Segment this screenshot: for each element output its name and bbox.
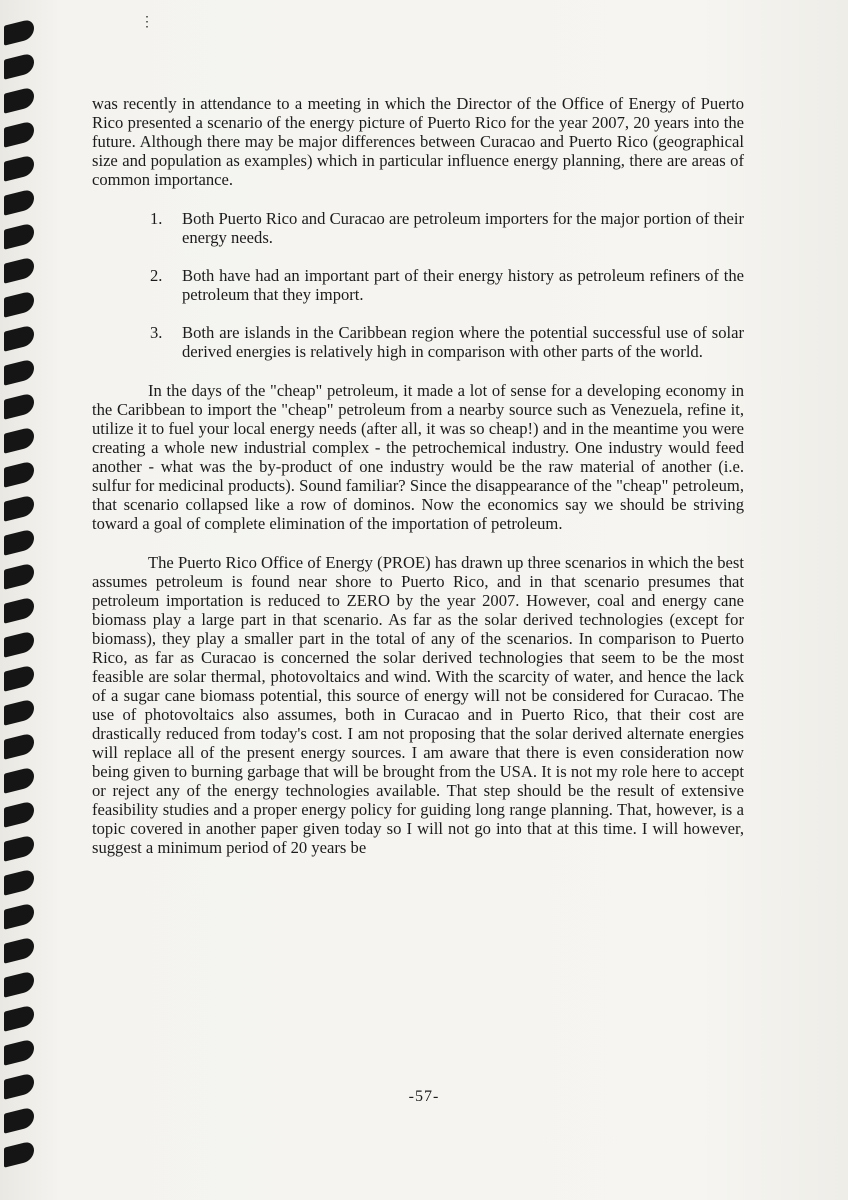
- page-number: -57-: [408, 1088, 440, 1105]
- paragraph-intro: was recently in attendance to a meeting in which the Director of the Office of Energy of Puerto Rico presented a scenario of the energy picture of Puerto Rico for the year 2007, 20 years into the future. Although there may be major differences between Curacao and Puerto Rico (geographical size and population as examples) which in particular influence energy planning, there are areas of common importance.: [92, 94, 744, 189]
- list-item-number: 1.: [150, 209, 163, 228]
- list-item: [92, 323, 744, 361]
- list-item-number: 2.: [150, 266, 163, 285]
- paragraph-proe: The Puerto Rico Office of Energy (PROE) has drawn up three scenarios in which the best assumes petroleum is found near shore to Puerto Rico, and in that scenario presumes that petroleum importation is reduced to ZERO by the year 2007. However, coal and energy cane biomass play a large part in that scenario. As far as the solar derived technologies (except for biomass), they play a smaller part in the total of any of the scenarios. In comparison to Puerto Rico, as far as Curacao is concerned the solar derived technologies that seem to be the most feasible are solar thermal, photovoltaics and wind. With the scarcity of water, and hence the lack of a sugar cane biomass potential, this source of energy will not be considered for Curacao. The use of photovoltaics also assumes, both in Curacao and in Puerto Rico, that their cost are drastically reduced from today's cost. I am not proposing that the solar derived alternate energies will replace all of the present energy sources. I am aware that there is even consideration now being given to burning garbage that will be brought from the USA. It is not my role here to accept or reject any of the energy technologies available. That step should be the result of extensive feasibility studies and a proper energy policy for guiding long range planning. That, however, is a topic covered in another paper given today so I will not go into that at this time. I will however, suggest a minimum period of 20 years be: [92, 553, 744, 857]
- numbered-list: [92, 209, 744, 361]
- body-text: [92, 94, 744, 877]
- scan-speck-marks: ⋮: [140, 15, 155, 30]
- list-item-number: 3.: [150, 323, 163, 342]
- list-item: [92, 266, 744, 304]
- list-item-text: Both are islands in the Caribbean region where the potential successful use of solar derived energies is relatively high in comparison with other parts of the world.: [182, 323, 744, 361]
- paragraph-cheap-petroleum: In the days of the "cheap" petroleum, it made a lot of sense for a developing economy in the Caribbean to import the "cheap" petroleum from a nearby source such as Venezuela, refine it, utilize it to fuel your local energy needs (after all, it was so cheap!) and in the meantime you were creating a whole new industrial complex - the petrochemical industry. One industry would feed another - what was the by-product of one industry would be the raw material of another (i.e. sulfur for medicinal products). Sound familiar? Since the disappearance of the "cheap" petroleum, that scenario collapsed like a row of dominos. Now the economics say we should be striving toward a goal of complete elimination of the importation of petroleum.: [92, 381, 744, 533]
- list-item-text: Both have had an important part of their energy history as petroleum refiners of the petroleum that they import.: [182, 266, 744, 304]
- spiral-binding: [0, 0, 40, 1200]
- list-item: [92, 209, 744, 247]
- list-item-text: Both Puerto Rico and Curacao are petroleum importers for the major portion of their energy needs.: [182, 209, 744, 247]
